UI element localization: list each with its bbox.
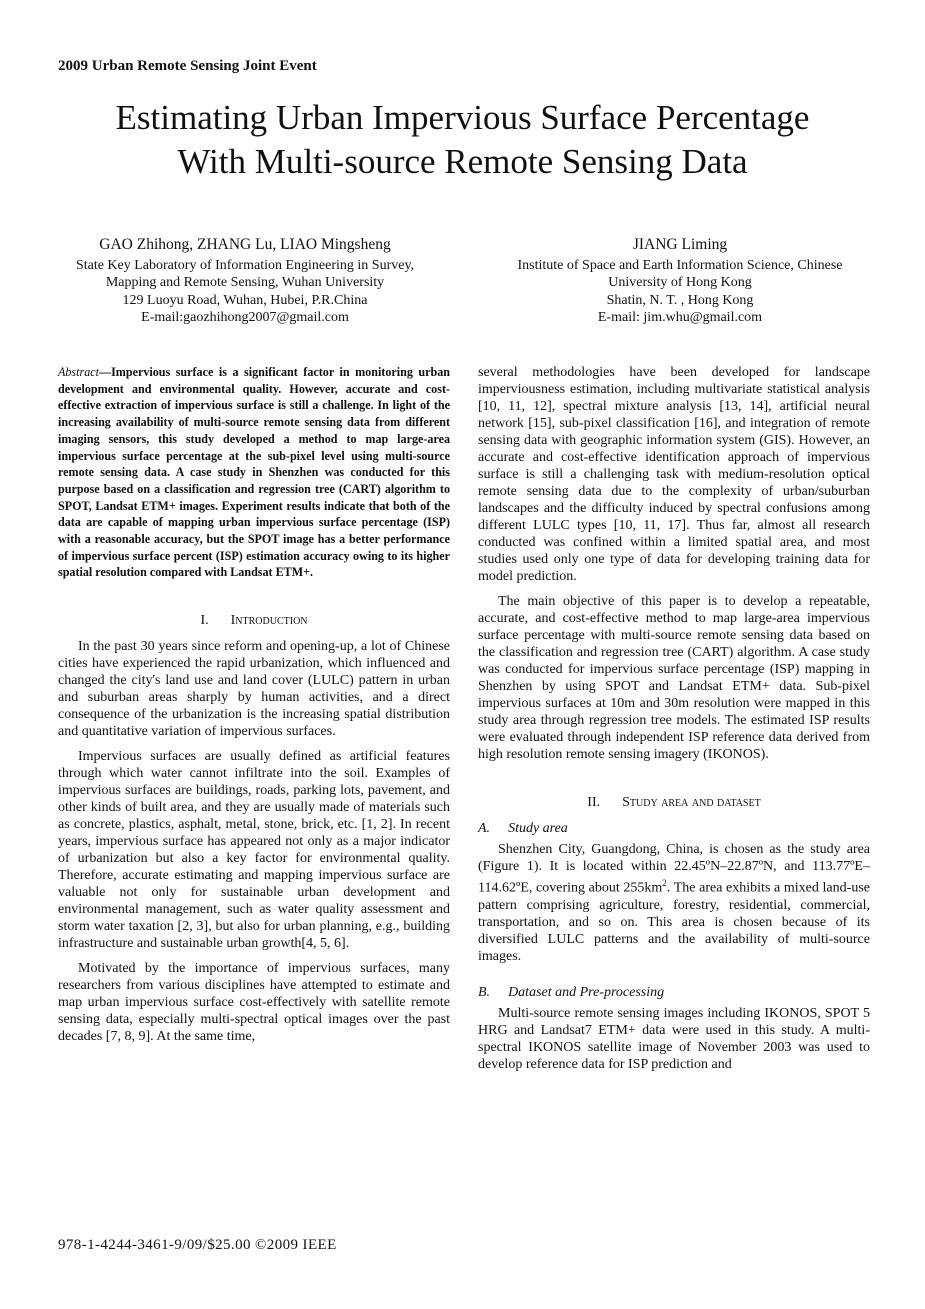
intro-paragraph-1: In the past 30 years since reform and opening-up, a lot of Chinese cities have experienced the rapid urbanization, which influenced and changed the city's land use and land cover (LULC) pattern in urban and suburban areas sharply by human activities, and a direct consequence of the urbanization is the increasing spatial distribution and quantitative variation of impervious surfaces. (58, 639, 450, 740)
intro-paragraph-3-continued: several methodologies have been developed for landscape imperviousness estimation, including multivariate statistical analysis [10, 11, 12], spectral mixture analysis [13, 14], artificial neural network [15], sub-pixel classification [16], and integration of remote sensing data with geographic information system (GIS). However, an accurate and cost-effective identification approach of impervious surface is still a challenging task with medium-resolution optical remote sensing data due to the complexity of urban/suburban landscapes and the difficulty induced by spectral confusions among different LULC types [10, 11, 17]. Thus far, almost all research conducted was confined within a limited spatial area, and most studies used only one type of data for developing training data for model prediction. (478, 365, 870, 584)
subsection-label: B. (478, 984, 491, 1000)
title-line-2: With Multi-source Remote Sensing Data (177, 142, 748, 181)
abstract-label: Abstract (58, 365, 99, 379)
title-line-1: Estimating Urban Impervious Surface Percentage (115, 98, 810, 137)
superscript: 2 (662, 878, 667, 888)
section-number: II. (587, 795, 601, 810)
copyright-footer: 978-1-4244-3461-9/09/$25.00 ©2009 IEEE (58, 1237, 337, 1253)
subsection-heading-study-area (478, 820, 870, 837)
event-header: 2009 Urban Remote Sensing Joint Event (58, 58, 317, 74)
author-names: JIANG Liming (632, 236, 728, 253)
affiliation-line: University of Hong Kong (608, 275, 752, 290)
subsection-title: Dataset and Pre-processing (508, 984, 665, 1000)
section-title: Introduction (230, 613, 308, 629)
affiliation-line: Institute of Space and Earth Information Science, Chinese (517, 257, 843, 273)
abstract (58, 364, 450, 581)
right-column (478, 364, 870, 1081)
affiliation-line: Shatin, N. T. , Hong Kong (606, 292, 754, 308)
intro-paragraph-objective: The main objective of this paper is to develop a repeatable, accurate, and cost-effective method to map large-area impervious surface percentage with multi-source remote sensing data based on the classification and regression tree (CART) algorithm. A case study was conducted for impervious surface percentage (ISP) mapping in Shenzhen by using SPOT and Landsat ETM+ data. Sub-pixel impervious surfaces at 10m and 30m resolution were mapped in this study area through regression tree models. The estimated ISP results were evaluated through independent ISP reference data derived from high resolution remote sensing imagery (IKONOS). (478, 594, 870, 762)
study-area-text-cont: . The area exhibits a mixed land-use pattern comprising agriculture, forestry, residential, commercial, transportation, and so on. This area is chosen because of its diversified LULC patterns and the availability of multi-source images. (478, 880, 870, 964)
study-area-paragraph (478, 841, 870, 965)
subsection-heading-dataset (478, 984, 870, 1001)
author-email: E-mail:gaozhihong2007@gmail.com (141, 310, 349, 325)
affiliation-line: State Key Laboratory of Information Engineering in Survey, (75, 257, 415, 273)
section-number: I. (200, 613, 209, 629)
section-title: Study area and dataset (622, 795, 761, 810)
abstract-text: —Impervious surface is a significant factor in monitoring urban development and environmental quality. However, accurate and cost-effective extraction of impervious surface is still a challenge. In light of the increasing availability of multi-source remote sensing data from different imaging sensors, this study developed a method to map large-area impervious surface percentage at the sub-pixel level using multi-source remote sensing data. A case study in Shenzhen was conducted for this purpose based on a classification and regression tree (CART) algorithm to SPOT, Landsat ETM+ images. Experiment results indicate that both of the data are capable of mapping urban impervious surface percentage (ISP) with a reasonable accuracy, but the SPOT image has a better performance of impervious surface percent (ISP) estimation accuracy owing to its higher spatial resolution compared with Landsat ETM+. (58, 365, 450, 580)
intro-paragraph-3: Motivated by the importance of impervious surfaces, many researchers from various disciplines have attempted to estimate and map urban impervious surface cost-effectively with satellite remote sensing data, especially multi-spectral optical images over the past decades [7, 8, 9]. At the same time, (58, 961, 450, 1045)
paper-title (40, 96, 885, 184)
subsection-label: A. (478, 821, 491, 836)
subsection-title: Study area (508, 821, 568, 836)
dataset-paragraph: Multi-source remote sensing images including IKONOS, SPOT 5 HRG and Landsat7 ETM+ data were used in this study. A multi-spectral IKONOS satellite image of November 2003 was used to develop reference data for ISP prediction and (478, 1005, 870, 1072)
affiliation-line: 129 Luoyu Road, Wuhan, Hubei, P.R.China (122, 292, 368, 308)
author-email: E-mail: jim.whu@gmail.com (597, 310, 763, 325)
left-column (58, 364, 450, 1053)
section-heading-introduction (58, 612, 450, 629)
author-block-1 (30, 236, 460, 327)
section-heading-study-area (478, 794, 870, 811)
intro-paragraph-2: Impervious surfaces are usually defined as artificial features through which water cannot infiltrate into the soil. Examples of impervious surfaces are buildings, roads, parking lots, pavement, and other kinds of built area, and they are usually made of materials such as concrete, plastics, asphalt, metal, stone, brick, etc. [1, 2]. In recent years, impervious surface has appeared not only as a major indicator of urbanization but also a key factor for environmental quality. Therefore, accurate estimating and mapping impervious surface are valuable not only for sustainable urban development and environmental management, such as water quality assessment and storm water taxation [2, 3], but also for urban planning, e.g., building infrastructure and sustainable urban growth[4, 5, 6]. (58, 749, 450, 952)
author-block-2 (465, 236, 895, 327)
study-area-text: Shenzhen City, Guangdong, China, is chosen as the study area (Figure 1). It is located within 22.45ºN–22.87ºN, and 113.77ºE–114.62ºE, covering about 255km (478, 842, 870, 896)
author-names: GAO Zhihong, ZHANG Lu, LIAO Mingsheng (99, 236, 391, 253)
affiliation-line: Mapping and Remote Sensing, Wuhan University (105, 275, 385, 290)
